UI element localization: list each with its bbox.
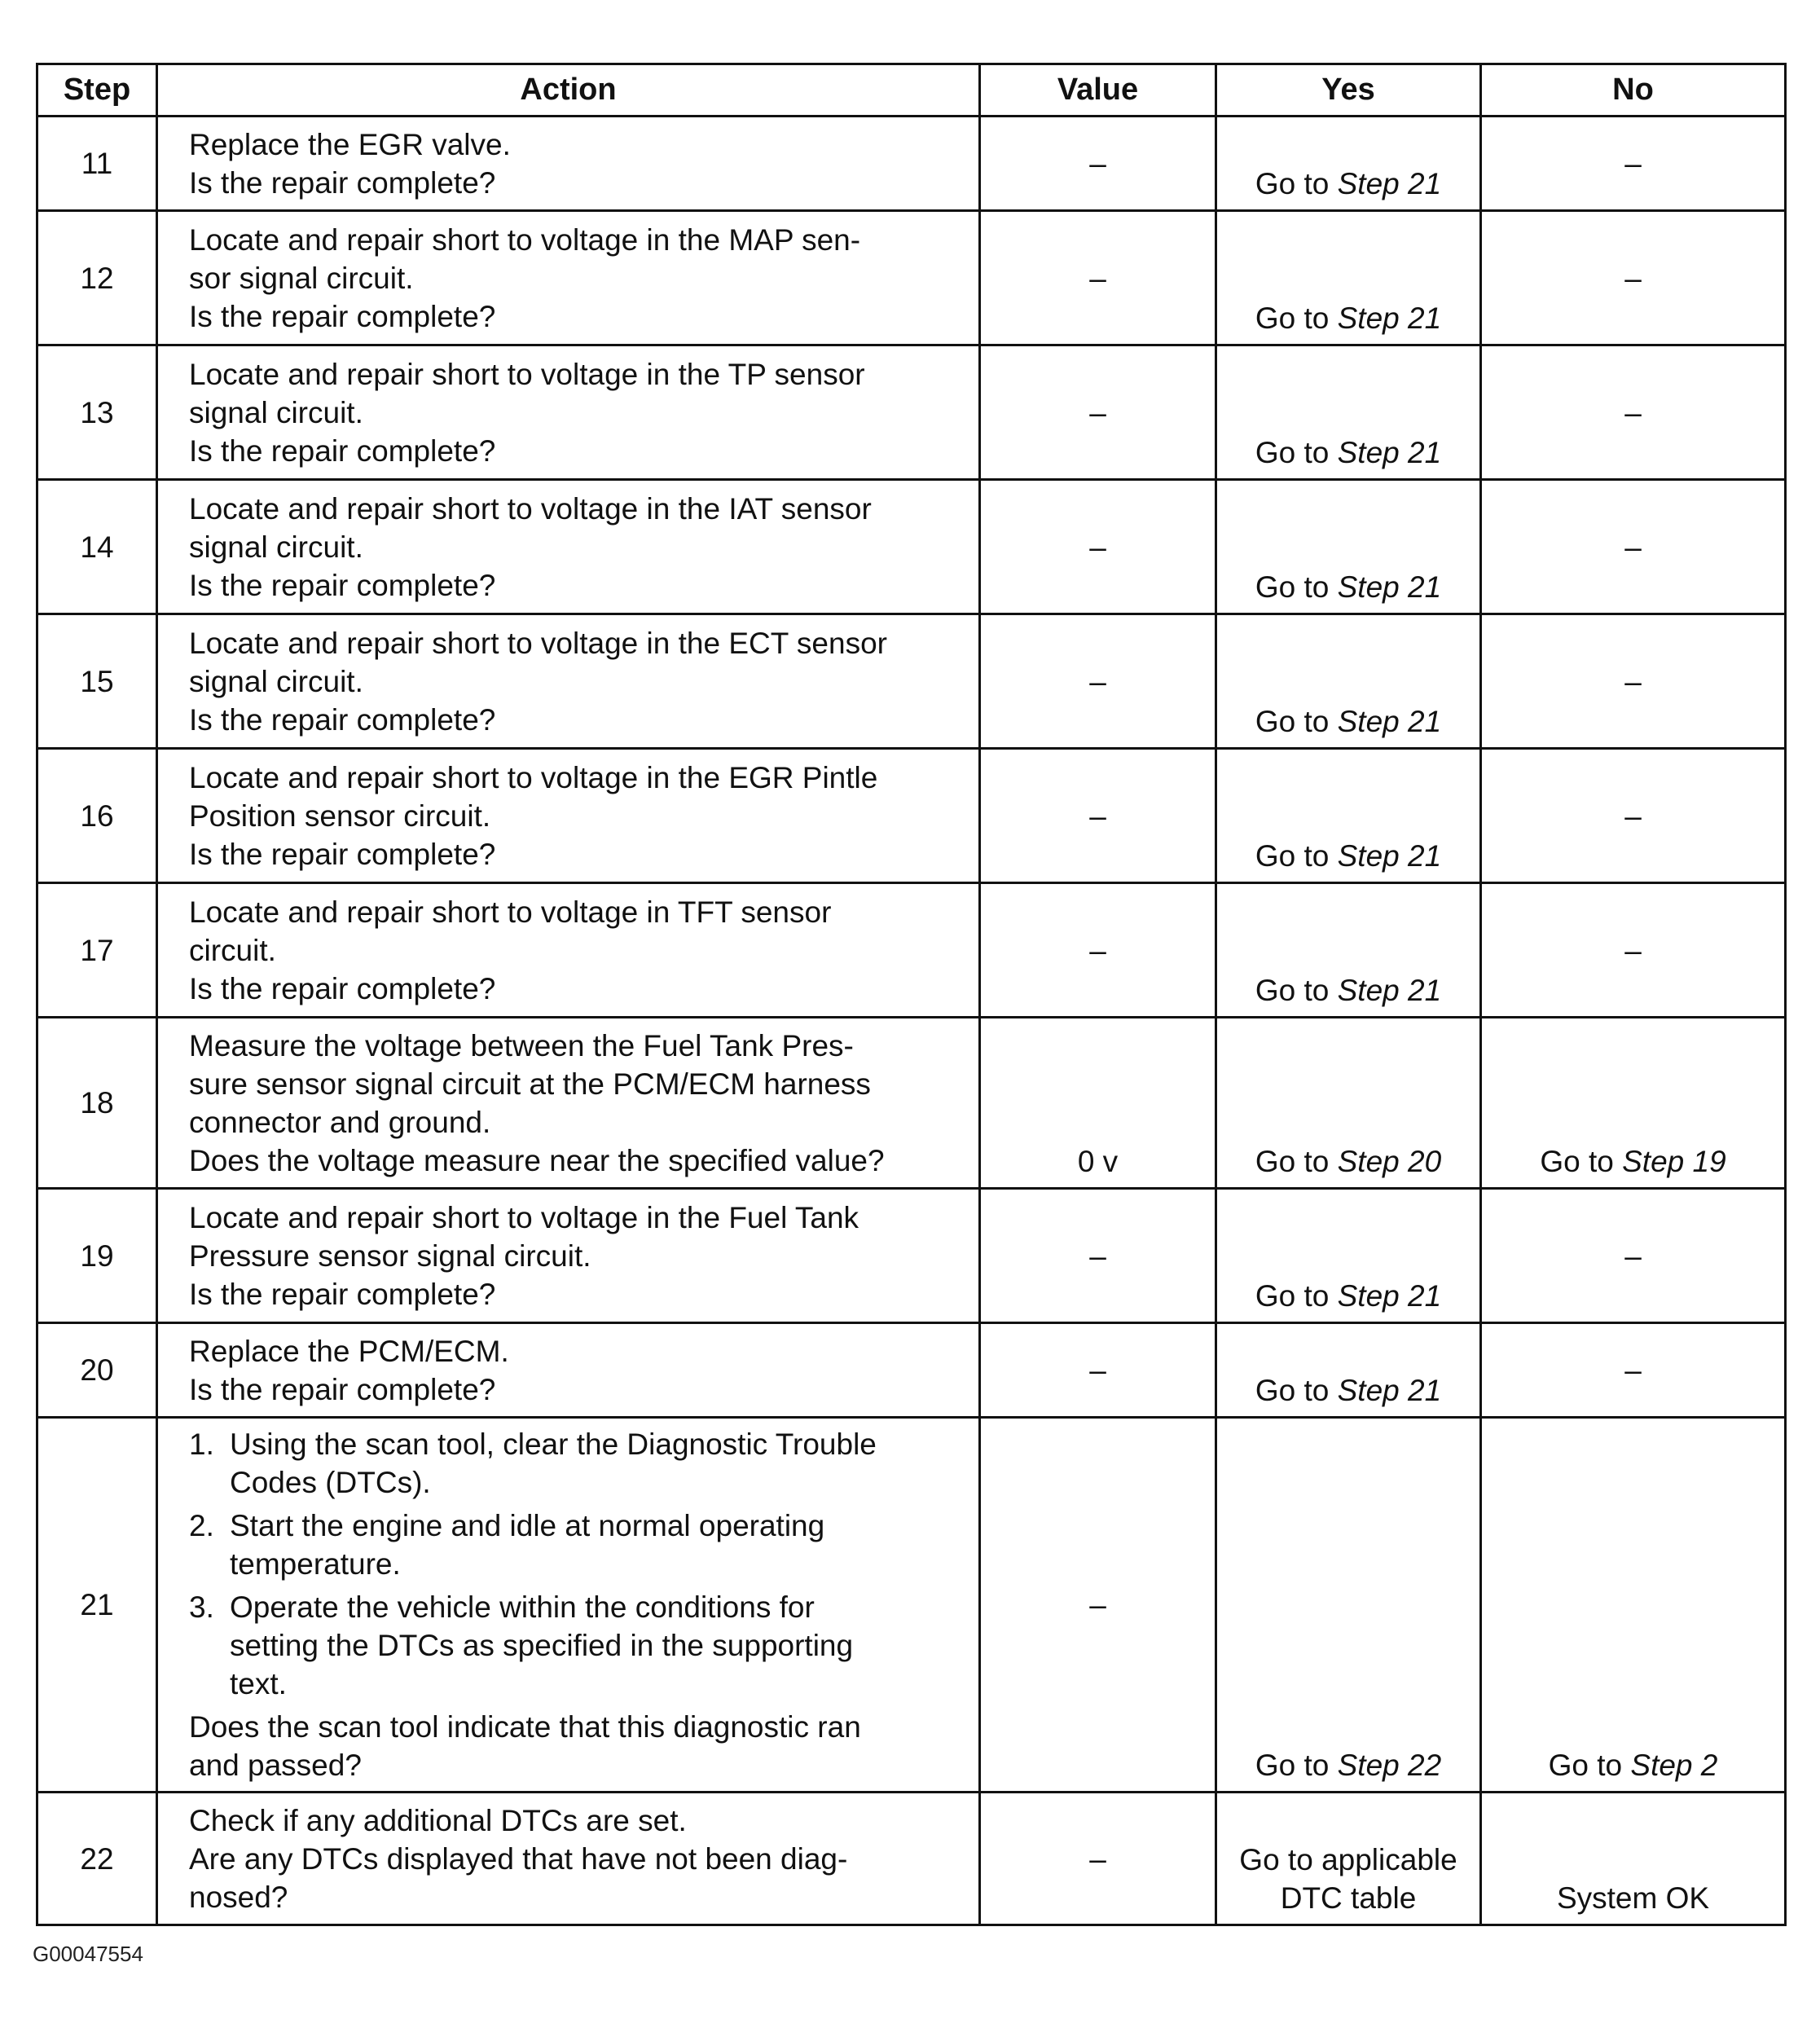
- action-line: Pressure sensor signal circuit.: [189, 1238, 591, 1273]
- step-number: 22: [37, 1793, 157, 1925]
- no-prefix: Go to: [1540, 1145, 1623, 1178]
- action-cell: [157, 614, 980, 749]
- no-step-link: Step 2: [1630, 1749, 1718, 1782]
- yes-prefix: Go to: [1255, 1749, 1338, 1782]
- value-cell: –: [980, 1418, 1216, 1793]
- yes-cell: [1216, 614, 1481, 749]
- yes-step-link: Step 21: [1337, 436, 1442, 469]
- action-line: Is the repair complete?: [189, 165, 496, 200]
- no-cell: –: [1481, 345, 1786, 480]
- action-line: signal circuit.: [189, 530, 363, 564]
- action-line: Locate and repair short to voltage in the ECT sensor: [189, 626, 887, 660]
- yes-prefix: Go to: [1255, 301, 1338, 335]
- header-value: Value: [980, 64, 1216, 117]
- yes-cell: [1216, 1018, 1481, 1189]
- step-number: 12: [37, 211, 157, 345]
- action-line: Locate and repair short to voltage in the Fuel Tank: [189, 1200, 859, 1234]
- numbered-item: [189, 1425, 962, 1502]
- value-cell: –: [980, 1793, 1216, 1925]
- table-row: [37, 883, 1786, 1018]
- diagnostic-table: [36, 63, 1787, 1926]
- action-cell: [157, 1418, 980, 1793]
- action-line: Replace the EGR valve.: [189, 127, 511, 161]
- value-cell: –: [980, 614, 1216, 749]
- yes-cell: [1216, 1793, 1481, 1925]
- action-line: Replace the PCM/ECM.: [189, 1334, 509, 1368]
- header-no: No: [1481, 64, 1786, 117]
- action-line: Locate and repair short to voltage in TFT sensor: [189, 895, 832, 929]
- step-number: 17: [37, 883, 157, 1018]
- no-cell: –: [1481, 480, 1786, 614]
- yes-step-link: Step 21: [1337, 167, 1442, 200]
- no-cell: [1481, 1018, 1786, 1189]
- action-line: circuit.: [189, 933, 276, 967]
- numbered-item: [189, 1588, 962, 1703]
- yes-prefix: Go to: [1255, 1374, 1338, 1407]
- table-row: [37, 211, 1786, 345]
- action-line: and passed?: [189, 1749, 362, 1782]
- action-line: signal circuit.: [189, 664, 363, 698]
- value-cell: –: [980, 480, 1216, 614]
- action-line: Measure the voltage between the Fuel Tank Pres-: [189, 1028, 854, 1062]
- action-line: Is the repair complete?: [189, 433, 496, 468]
- action-cell: [157, 345, 980, 480]
- action-line: Does the voltage measure near the specified value?: [189, 1143, 885, 1177]
- step-number: 11: [37, 117, 157, 211]
- action-line: Are any DTCs displayed that have not been diag-: [189, 1841, 848, 1876]
- value-cell: –: [980, 883, 1216, 1018]
- action-line: Is the repair complete?: [189, 1277, 496, 1311]
- item-number: 2.: [189, 1509, 214, 1542]
- yes-prefix: Go to: [1255, 1279, 1338, 1313]
- yes-cell: [1216, 1418, 1481, 1793]
- header-action: Action: [157, 64, 980, 117]
- item-line: Using the scan tool, clear the Diagnostic Trouble: [230, 1428, 877, 1461]
- yes-line: Go to applicable: [1239, 1843, 1457, 1876]
- action-line: Locate and repair short to voltage in the EGR Pintle: [189, 760, 878, 794]
- step-number: 21: [37, 1418, 157, 1793]
- item-line: Codes (DTCs).: [230, 1466, 431, 1499]
- yes-cell: [1216, 1323, 1481, 1418]
- action-line: sure sensor signal circuit at the PCM/ECM harness: [189, 1067, 871, 1101]
- yes-step-link: Step 21: [1337, 301, 1442, 335]
- action-line: Locate and repair short to voltage in the TP sensor: [189, 357, 865, 391]
- yes-step-link: Step 21: [1337, 839, 1442, 873]
- header-yes: Yes: [1216, 64, 1481, 117]
- action-cell: [157, 1323, 980, 1418]
- yes-prefix: Go to: [1255, 570, 1338, 604]
- action-line: Check if any additional DTCs are set.: [189, 1803, 687, 1837]
- no-step-link: Step 19: [1622, 1145, 1726, 1178]
- yes-cell: [1216, 883, 1481, 1018]
- action-line: Is the repair complete?: [189, 971, 496, 1005]
- table-row: [37, 1418, 1786, 1793]
- numbered-item: [189, 1507, 962, 1583]
- item-line: Operate the vehicle within the conditions for: [230, 1590, 815, 1624]
- action-line: Locate and repair short to voltage in the MAP sen-: [189, 222, 861, 257]
- table-row: [37, 749, 1786, 883]
- no-cell: –: [1481, 211, 1786, 345]
- action-cell: [157, 117, 980, 211]
- yes-line: DTC table: [1280, 1881, 1417, 1915]
- action-line: Is the repair complete?: [189, 702, 496, 737]
- value-cell: –: [980, 117, 1216, 211]
- yes-cell: [1216, 117, 1481, 211]
- action-cell: [157, 480, 980, 614]
- action-cell: [157, 1793, 980, 1925]
- table-row: [37, 1189, 1786, 1323]
- table-row: [37, 345, 1786, 480]
- value-cell: –: [980, 749, 1216, 883]
- no-cell: –: [1481, 614, 1786, 749]
- no-cell: –: [1481, 117, 1786, 211]
- yes-step-link: Step 21: [1337, 974, 1442, 1007]
- yes-prefix: Go to: [1255, 839, 1338, 873]
- item-line: setting the DTCs as specified in the supporting: [230, 1629, 854, 1662]
- no-cell: –: [1481, 1323, 1786, 1418]
- yes-step-link: Step 21: [1337, 1374, 1442, 1407]
- table-row: [37, 614, 1786, 749]
- step-number: 15: [37, 614, 157, 749]
- header-step: Step: [37, 64, 157, 117]
- no-prefix: Go to: [1548, 1749, 1631, 1782]
- action-cell: [157, 883, 980, 1018]
- no-cell: System OK: [1481, 1793, 1786, 1925]
- step-number: 20: [37, 1323, 157, 1418]
- item-line: Start the engine and idle at normal operating: [230, 1509, 825, 1542]
- action-line: signal circuit.: [189, 395, 363, 429]
- action-cell: [157, 211, 980, 345]
- action-line: sor signal circuit.: [189, 261, 414, 295]
- figure-id: G00047554: [33, 1942, 143, 1966]
- action-line: Is the repair complete?: [189, 837, 496, 871]
- item-number: 3.: [189, 1590, 214, 1624]
- action-line: Does the scan tool indicate that this diagnostic ran: [189, 1710, 861, 1744]
- action-cell: [157, 749, 980, 883]
- yes-prefix: Go to: [1255, 167, 1338, 200]
- yes-cell: [1216, 211, 1481, 345]
- table-row: [37, 117, 1786, 211]
- item-line: text.: [230, 1667, 287, 1700]
- step-number: 18: [37, 1018, 157, 1189]
- action-cell: [157, 1018, 980, 1189]
- value-cell: –: [980, 211, 1216, 345]
- action-line: Is the repair complete?: [189, 568, 496, 602]
- action-line: Position sensor circuit.: [189, 798, 491, 833]
- table-row: [37, 1793, 1786, 1925]
- value-cell: –: [980, 1323, 1216, 1418]
- table-row: [37, 480, 1786, 614]
- yes-step-link: Step 21: [1337, 570, 1442, 604]
- value-cell: 0 v: [980, 1018, 1216, 1189]
- yes-prefix: Go to: [1255, 1145, 1338, 1178]
- yes-cell: [1216, 749, 1481, 883]
- no-cell: –: [1481, 1189, 1786, 1323]
- action-line: connector and ground.: [189, 1105, 491, 1139]
- action-line: Is the repair complete?: [189, 299, 496, 333]
- item-number: 1.: [189, 1428, 214, 1461]
- action-line: nosed?: [189, 1880, 288, 1914]
- yes-cell: [1216, 480, 1481, 614]
- no-cell: –: [1481, 883, 1786, 1018]
- no-cell: –: [1481, 749, 1786, 883]
- table-row: [37, 1323, 1786, 1418]
- step-number: 19: [37, 1189, 157, 1323]
- yes-prefix: Go to: [1255, 436, 1338, 469]
- value-cell: –: [980, 1189, 1216, 1323]
- yes-prefix: Go to: [1255, 705, 1338, 738]
- yes-cell: [1216, 345, 1481, 480]
- value-cell: –: [980, 345, 1216, 480]
- action-cell: [157, 1189, 980, 1323]
- action-line: Locate and repair short to voltage in the IAT sensor: [189, 491, 872, 526]
- action-line: Is the repair complete?: [189, 1372, 496, 1406]
- yes-step-link: Step 21: [1337, 705, 1442, 738]
- yes-prefix: Go to: [1255, 974, 1338, 1007]
- yes-step-link: Step 22: [1337, 1749, 1442, 1782]
- step-number: 13: [37, 345, 157, 480]
- yes-step-link: Step 21: [1337, 1279, 1442, 1313]
- step-number: 16: [37, 749, 157, 883]
- header-row: [37, 64, 1786, 117]
- yes-step-link: Step 20: [1337, 1145, 1442, 1178]
- yes-cell: [1216, 1189, 1481, 1323]
- item-line: temperature.: [230, 1547, 401, 1581]
- no-cell: [1481, 1418, 1786, 1793]
- step-number: 14: [37, 480, 157, 614]
- table-row: [37, 1018, 1786, 1189]
